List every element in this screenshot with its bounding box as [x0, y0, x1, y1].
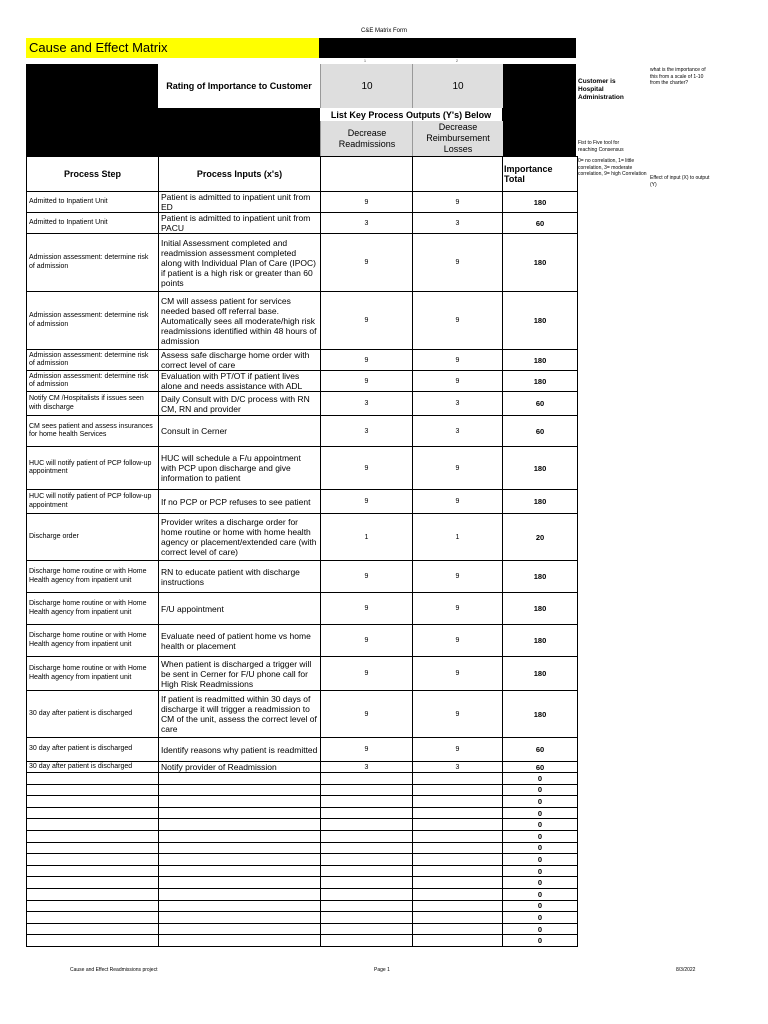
- output-2-score: [413, 854, 503, 866]
- process-step-cell: [27, 935, 159, 947]
- importance-total-cell: 0: [503, 807, 578, 819]
- footer-project: Cause and Effect Readmissions project: [70, 967, 158, 973]
- process-input-cell: Initial Assessment completed and readmission assessment completed along with Individual Plan of Care (IPOC) if patient is a high risk or greater than 60 points: [159, 234, 321, 292]
- process-input-cell: [159, 773, 321, 785]
- process-input-cell: F/U appointment: [159, 593, 321, 625]
- output-2-score: 3: [413, 762, 503, 773]
- output-1-score: [321, 877, 413, 889]
- process-step-cell: Admission assessment: determine risk of admission: [27, 234, 159, 292]
- process-step-cell: [27, 784, 159, 796]
- output-1-score: 9: [321, 593, 413, 625]
- process-step-cell: 30 day after patient is discharged: [27, 691, 159, 738]
- importance-total-cell: 0: [503, 830, 578, 842]
- output-1-score: [321, 819, 413, 831]
- importance-total-header: Importance Total: [503, 157, 578, 192]
- table-row: [27, 593, 578, 625]
- output-2-score: 9: [413, 490, 503, 514]
- output-1-score: 9: [321, 625, 413, 657]
- output-name-2: Decrease Reimbursement Losses: [412, 121, 503, 156]
- process-input-cell: If no PCP or PCP refuses to see patient: [159, 490, 321, 514]
- output-2-score: 9: [413, 292, 503, 350]
- cause-effect-table: [26, 156, 578, 947]
- process-step-cell: Admission assessment: determine risk of admission: [27, 350, 159, 371]
- output-2-score: 9: [413, 350, 503, 371]
- output-1-score: 3: [321, 213, 413, 234]
- table-row: [27, 213, 578, 234]
- importance-total-cell: 0: [503, 854, 578, 866]
- output-2-header: [413, 157, 503, 192]
- output-1-score: [321, 900, 413, 912]
- output-1-score: 9: [321, 691, 413, 738]
- process-input-cell: Evaluation with PT/OT if patient lives alone and needs assistance with ADL: [159, 371, 321, 392]
- effect-note: Effect of input (X) to output (Y): [650, 175, 710, 188]
- importance-total-cell: 0: [503, 865, 578, 877]
- process-input-cell: Consult in Cerner: [159, 416, 321, 447]
- output-1-score: [321, 773, 413, 785]
- output-2-score: [413, 877, 503, 889]
- output-2-score: 9: [413, 738, 503, 762]
- process-step-cell: HUC will notify patient of PCP follow-up appointment: [27, 447, 159, 490]
- output-1-score: [321, 784, 413, 796]
- importance-total-cell: 0: [503, 796, 578, 808]
- table-row: [27, 691, 578, 738]
- rating-value-2: 10: [412, 64, 503, 108]
- output-1-score: 9: [321, 561, 413, 593]
- correlation-scale-note: 0= no correlation, 1= little correlation, 3= moderate correlation, 9= high Correlation: [578, 158, 647, 177]
- table-body: [27, 192, 578, 947]
- output-1-score: [321, 923, 413, 935]
- output-1-score: 9: [321, 657, 413, 691]
- empty-table-row: [27, 865, 578, 877]
- empty-table-row: [27, 877, 578, 889]
- output-2-score: 9: [413, 625, 503, 657]
- table-row: [27, 192, 578, 213]
- process-step-cell: Discharge home routine or with Home Health agency from inpatient unit: [27, 561, 159, 593]
- output-2-score: [413, 842, 503, 854]
- process-input-cell: [159, 796, 321, 808]
- table-row: [27, 738, 578, 762]
- process-input-cell: If patient is readmitted within 30 days of discharge it will trigger a readmission to CM of the unit, assess the correct level of care: [159, 691, 321, 738]
- process-step-cell: [27, 796, 159, 808]
- output-1-score: [321, 842, 413, 854]
- process-inputs-header: Process Inputs (x's): [159, 157, 321, 192]
- output-2-score: 9: [413, 691, 503, 738]
- customer-note: Customer is Hospital Administration: [578, 78, 624, 101]
- importance-total-cell: 0: [503, 877, 578, 889]
- output-2-score: 9: [413, 447, 503, 490]
- table-row: [27, 350, 578, 371]
- output-1-score: [321, 796, 413, 808]
- output-2-score: [413, 819, 503, 831]
- table-row: [27, 234, 578, 292]
- output-1-score: 9: [321, 192, 413, 213]
- header-filler-right: [502, 64, 576, 156]
- process-step-cell: Discharge order: [27, 514, 159, 561]
- process-step-header: Process Step: [27, 157, 159, 192]
- process-input-cell: [159, 784, 321, 796]
- output-2-score: [413, 935, 503, 947]
- output-1-score: 9: [321, 447, 413, 490]
- process-step-cell: [27, 854, 159, 866]
- table-row: [27, 561, 578, 593]
- header-filler-left: [26, 64, 158, 156]
- process-step-cell: [27, 807, 159, 819]
- process-input-cell: [159, 900, 321, 912]
- process-input-cell: [159, 912, 321, 924]
- importance-total-cell: 0: [503, 784, 578, 796]
- importance-total-cell: 0: [503, 935, 578, 947]
- process-input-cell: Provider writes a discharge order for home routine or home with home health agency or placement/extended care (with correct level of care): [159, 514, 321, 561]
- process-input-cell: Identify reasons why patient is readmitted: [159, 738, 321, 762]
- importance-total-cell: 60: [503, 762, 578, 773]
- output-2-score: 9: [413, 657, 503, 691]
- process-step-cell: [27, 830, 159, 842]
- output-2-score: 3: [413, 213, 503, 234]
- empty-table-row: [27, 796, 578, 808]
- process-input-cell: [159, 888, 321, 900]
- process-step-cell: Discharge home routine or with Home Health agency from inpatient unit: [27, 625, 159, 657]
- process-input-cell: RN to educate patient with discharge instructions: [159, 561, 321, 593]
- fist-to-five-note: Fist to Five tool for reaching Consensus: [578, 140, 624, 153]
- process-input-cell: HUC will schedule a F/u appointment with PCP upon discharge and give information to patient: [159, 447, 321, 490]
- process-step-cell: Notify CM /Hospitalists if issues seen with discharge: [27, 392, 159, 416]
- table-row: [27, 625, 578, 657]
- output-2-score: [413, 784, 503, 796]
- output-name-1: Decrease Readmissions: [320, 121, 413, 156]
- output-2-score: 9: [413, 593, 503, 625]
- process-step-cell: Admitted to Inpatient Unit: [27, 213, 159, 234]
- process-step-cell: [27, 865, 159, 877]
- empty-table-row: [27, 888, 578, 900]
- output-2-score: [413, 888, 503, 900]
- table-row: [27, 371, 578, 392]
- output-1-score: 3: [321, 392, 413, 416]
- process-step-cell: 30 day after patient is discharged: [27, 762, 159, 773]
- empty-table-row: [27, 842, 578, 854]
- process-step-cell: CM sees patient and assess insurances for home health Services: [27, 416, 159, 447]
- table-row: [27, 292, 578, 350]
- table-row: [27, 416, 578, 447]
- importance-total-cell: 180: [503, 234, 578, 292]
- process-step-cell: [27, 900, 159, 912]
- output-2-score: [413, 923, 503, 935]
- rating-value-1: 10: [320, 64, 413, 108]
- process-input-cell: [159, 935, 321, 947]
- empty-table-row: [27, 912, 578, 924]
- importance-total-cell: 180: [503, 371, 578, 392]
- output-1-score: 9: [321, 738, 413, 762]
- importance-total-cell: 180: [503, 561, 578, 593]
- process-step-cell: 30 day after patient is discharged: [27, 738, 159, 762]
- output-2-score: 3: [413, 416, 503, 447]
- output-2-score: [413, 912, 503, 924]
- importance-total-cell: 180: [503, 292, 578, 350]
- footer-page: Page 1: [374, 967, 390, 973]
- process-input-cell: [159, 854, 321, 866]
- table-row: [27, 514, 578, 561]
- importance-question-note: what is the importance of this from a scale of 1-10 from the charter?: [650, 67, 706, 86]
- output-1-score: 9: [321, 350, 413, 371]
- output-1-score: 9: [321, 234, 413, 292]
- importance-total-cell: 60: [503, 213, 578, 234]
- process-step-cell: Admission assessment: determine risk of admission: [27, 371, 159, 392]
- output-2-score: [413, 773, 503, 785]
- importance-total-cell: 60: [503, 416, 578, 447]
- process-step-cell: [27, 877, 159, 889]
- output-1-score: 3: [321, 762, 413, 773]
- empty-table-row: [27, 830, 578, 842]
- output-2-score: [413, 900, 503, 912]
- importance-total-cell: 20: [503, 514, 578, 561]
- matrix-title: Cause and Effect Matrix: [26, 38, 319, 58]
- process-input-cell: [159, 923, 321, 935]
- process-input-cell: Notify provider of Readmission: [159, 762, 321, 773]
- empty-table-row: [27, 784, 578, 796]
- output-1-score: [321, 865, 413, 877]
- output-1-score: 1: [321, 514, 413, 561]
- output-1-score: 9: [321, 371, 413, 392]
- process-step-cell: Admitted to Inpatient Unit: [27, 192, 159, 213]
- output-1-score: [321, 807, 413, 819]
- output-2-score: 9: [413, 371, 503, 392]
- table-row: [27, 657, 578, 691]
- importance-total-cell: 0: [503, 888, 578, 900]
- column-number-1: 1: [363, 58, 367, 63]
- process-input-cell: [159, 842, 321, 854]
- empty-table-row: [27, 854, 578, 866]
- column-number-2: 2: [455, 58, 459, 63]
- form-title: C&E Matrix Form: [360, 28, 407, 34]
- importance-total-cell: 180: [503, 691, 578, 738]
- process-input-cell: [159, 807, 321, 819]
- process-input-cell: Patient is admitted to inpatient unit from ED: [159, 192, 321, 213]
- output-1-header: [321, 157, 413, 192]
- importance-total-cell: 60: [503, 392, 578, 416]
- table-row: [27, 490, 578, 514]
- rating-label: Rating of Importance to Customer: [158, 64, 320, 108]
- importance-total-cell: 180: [503, 625, 578, 657]
- importance-total-cell: 180: [503, 350, 578, 371]
- output-2-score: 1: [413, 514, 503, 561]
- header-filler-mid: [158, 108, 320, 156]
- outputs-label: List Key Process Outputs (Y's) Below: [320, 108, 502, 121]
- footer-date: 8/3/2022: [676, 967, 696, 973]
- importance-total-cell: 60: [503, 738, 578, 762]
- empty-table-row: [27, 935, 578, 947]
- process-input-cell: Assess safe discharge home order with correct level of care: [159, 350, 321, 371]
- empty-table-row: [27, 773, 578, 785]
- importance-total-cell: 180: [503, 490, 578, 514]
- importance-total-cell: 0: [503, 773, 578, 785]
- importance-total-cell: 0: [503, 900, 578, 912]
- empty-table-row: [27, 900, 578, 912]
- importance-total-cell: 0: [503, 923, 578, 935]
- process-step-cell: [27, 819, 159, 831]
- process-input-cell: [159, 819, 321, 831]
- importance-total-cell: 180: [503, 192, 578, 213]
- process-input-cell: [159, 877, 321, 889]
- output-2-score: 3: [413, 392, 503, 416]
- importance-total-cell: 180: [503, 593, 578, 625]
- importance-total-cell: 180: [503, 447, 578, 490]
- output-1-score: 9: [321, 292, 413, 350]
- process-step-cell: Admission assessment: determine risk of admission: [27, 292, 159, 350]
- table-header-row: [27, 157, 578, 192]
- output-2-score: [413, 865, 503, 877]
- empty-table-row: [27, 819, 578, 831]
- importance-total-cell: 0: [503, 912, 578, 924]
- output-1-score: [321, 854, 413, 866]
- importance-total-cell: 0: [503, 819, 578, 831]
- process-step-cell: [27, 842, 159, 854]
- output-1-score: [321, 912, 413, 924]
- process-input-cell: Daily Consult with D/C process with RN CM, RN and provider: [159, 392, 321, 416]
- output-2-score: 9: [413, 234, 503, 292]
- empty-table-row: [27, 923, 578, 935]
- output-1-score: [321, 830, 413, 842]
- table-row: [27, 762, 578, 773]
- output-2-score: [413, 796, 503, 808]
- process-step-cell: [27, 923, 159, 935]
- process-input-cell: Patient is admitted to inpatient unit from PACU: [159, 213, 321, 234]
- process-step-cell: [27, 912, 159, 924]
- output-2-score: 9: [413, 192, 503, 213]
- output-1-score: 3: [321, 416, 413, 447]
- process-input-cell: [159, 830, 321, 842]
- importance-total-cell: 180: [503, 657, 578, 691]
- process-input-cell: Evaluate need of patient home vs home health or placement: [159, 625, 321, 657]
- output-2-score: 9: [413, 561, 503, 593]
- table-row: [27, 392, 578, 416]
- process-step-cell: [27, 773, 159, 785]
- process-step-cell: [27, 888, 159, 900]
- process-step-cell: Discharge home routine or with Home Health agency from inpatient unit: [27, 593, 159, 625]
- output-2-score: [413, 807, 503, 819]
- process-input-cell: When patient is discharged a trigger will be sent in Cerner for F/U phone call for High Risk Readmissions: [159, 657, 321, 691]
- table-row: [27, 447, 578, 490]
- process-step-cell: HUC will notify patient of PCP follow-up appointment: [27, 490, 159, 514]
- output-1-score: [321, 935, 413, 947]
- process-step-cell: Discharge home routine or with Home Health agency from inpatient unit: [27, 657, 159, 691]
- output-1-score: [321, 888, 413, 900]
- output-1-score: 9: [321, 490, 413, 514]
- importance-total-cell: 0: [503, 842, 578, 854]
- process-input-cell: CM will assess patient for services needed based off referral base. Automatically sees all moderate/high risk readmissions identified within 48 hours of admission: [159, 292, 321, 350]
- process-input-cell: [159, 865, 321, 877]
- output-2-score: [413, 830, 503, 842]
- empty-table-row: [27, 807, 578, 819]
